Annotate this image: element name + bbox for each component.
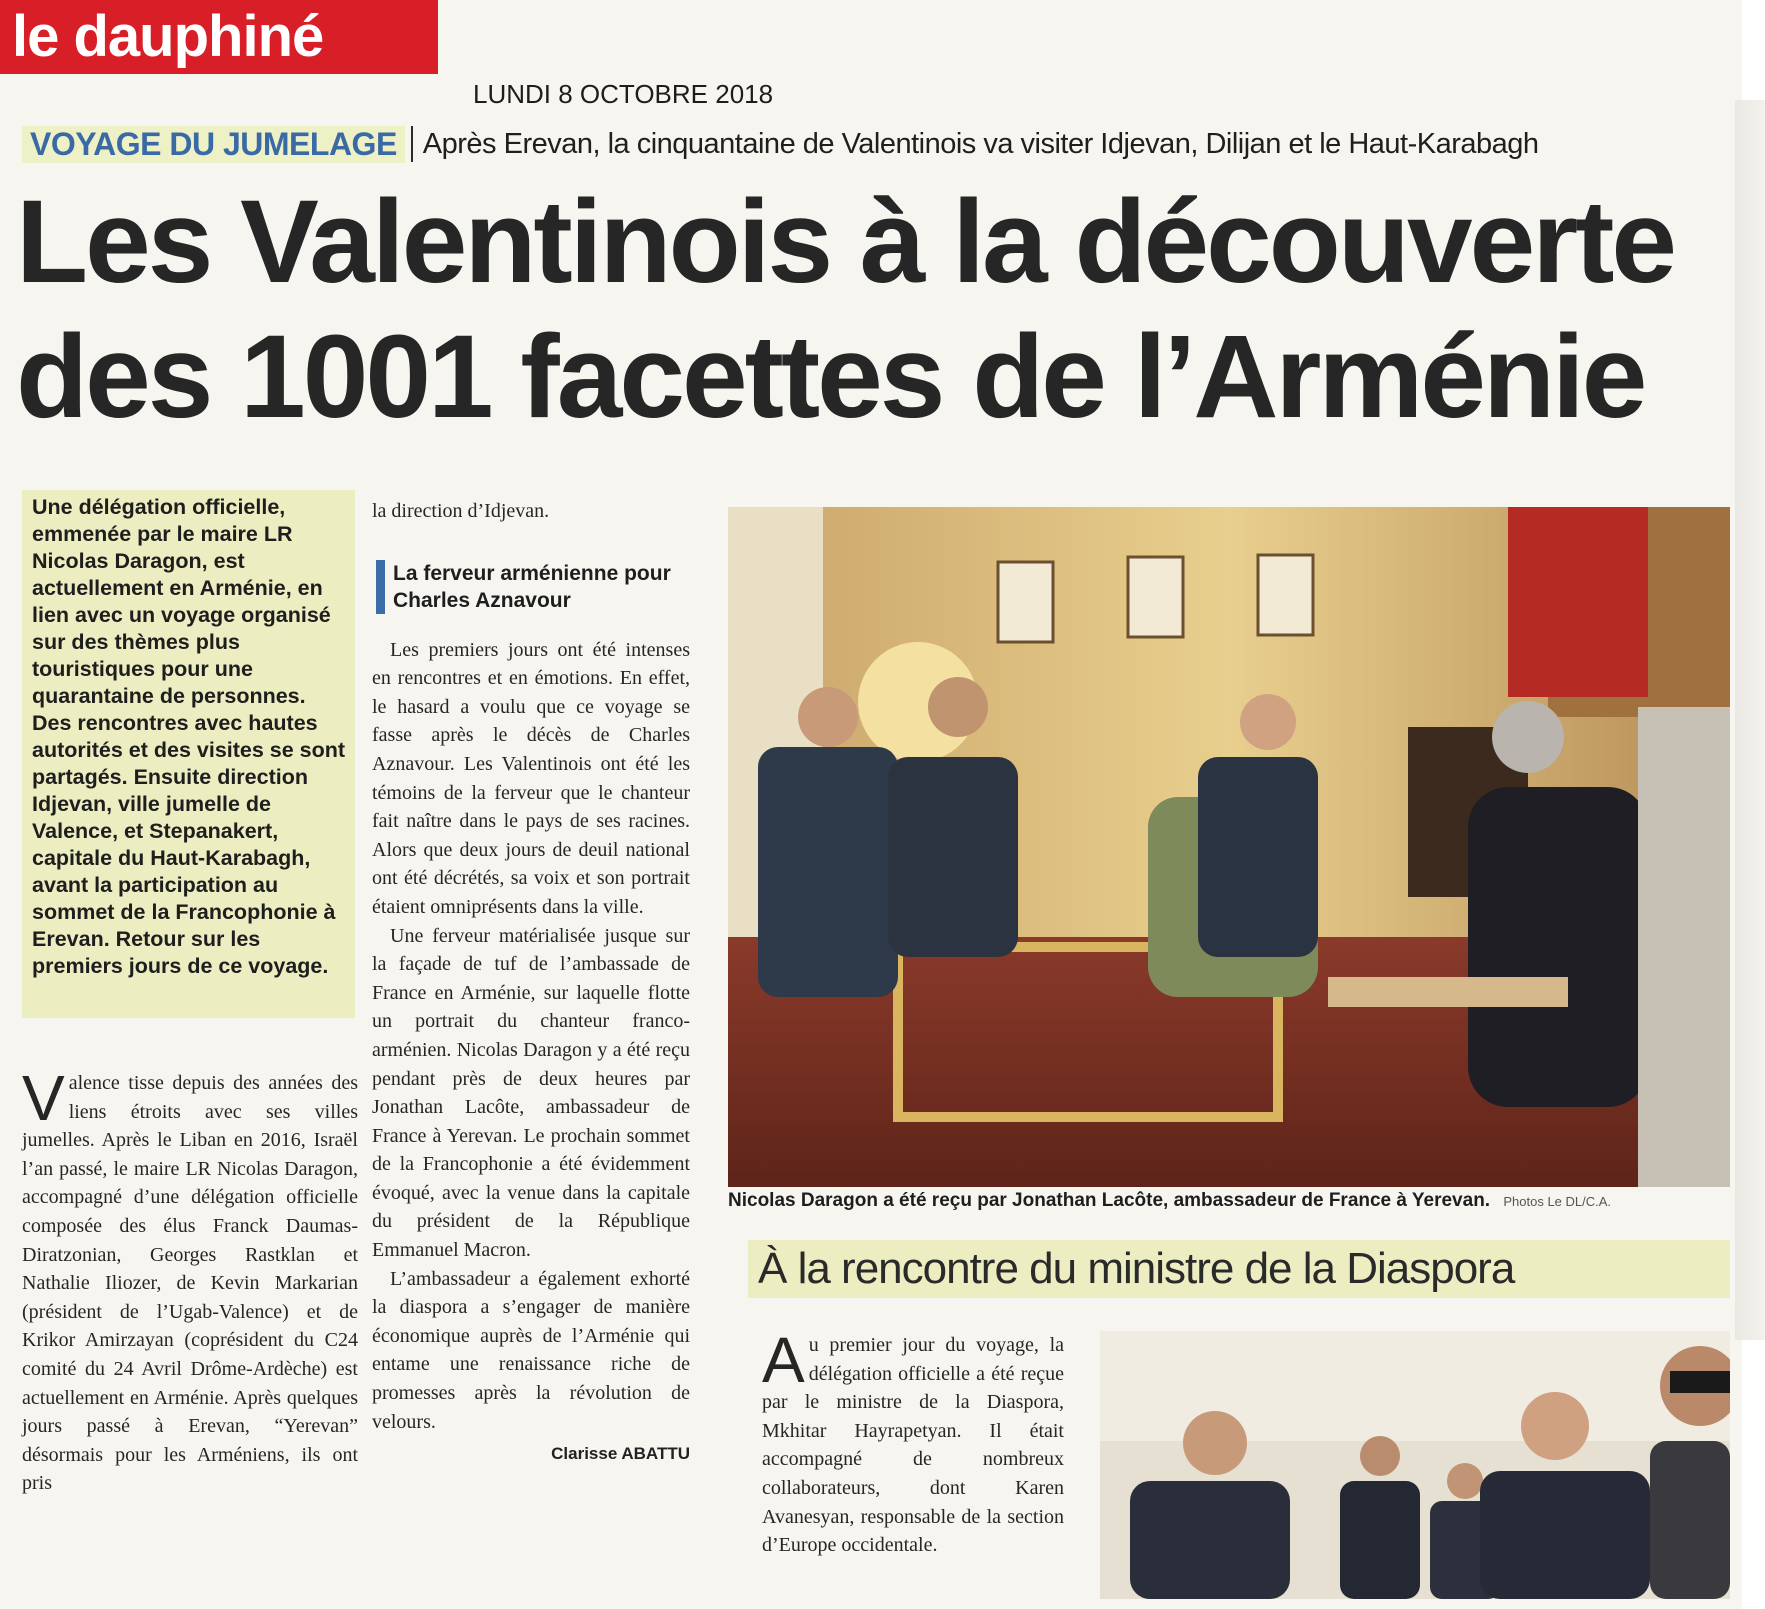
adjacent-article-bleed <box>1735 100 1765 1340</box>
photo-caption <box>728 1190 1730 1212</box>
second-story-title: À la rencontre du ministre de la Diaspora <box>758 1244 1515 1293</box>
photo-credit: Photos Le DL/C.A. <box>1503 1194 1612 1209</box>
column-2-continuation: la direction d’Idjevan. <box>372 500 550 522</box>
article-column-1 <box>22 1062 358 1498</box>
kicker-subtitle: Après Erevan, la cinquantaine de Valentinois va visiter Idjevan, Dilijan et le Haut-Karabagh <box>422 127 1539 160</box>
headline-line-2: des 1001 facettes de l’Arménie <box>16 311 1645 443</box>
headline-line-1: Les Valentinois à la découverte <box>16 176 1675 308</box>
newspaper-logo <box>0 0 438 74</box>
logo-subtitle: libéré <box>405 60 435 74</box>
intertitle: La ferveur arménienne pour Charles Aznavour <box>376 560 690 614</box>
minister-photo-image <box>1100 1331 1730 1599</box>
caption-text: Nicolas Daragon a été reçu par Jonathan Lacôte, ambassadeur de France à Yerevan. <box>728 1190 1491 1211</box>
paragraph-3: L’ambassadeur a également exhorté la diaspora a s’engager de manière économique auprès de l’Arménie qui entame une renaissance riche de promesses après la révolution de velours. <box>372 1267 690 1433</box>
embassy-meeting-photo <box>728 507 1730 1187</box>
paragraph-1: Les premiers jours ont été intenses en rencontres et en émotions. En effet, le hasard a voulu que ce voyage se fasse après le décès de Charles Aznavour. Les Valentinois ont été les témoins de la ferveur que le chanteur fait naître dans le pays de ses racines. Alors que deux jours de deuil national ont été décrétés, sa voix et son portrait étaient omniprésents dans la ville. <box>372 638 690 918</box>
author-signature: Clarisse ABATTU <box>551 1444 690 1464</box>
kicker-row <box>22 124 1539 164</box>
article-column-2 <box>372 497 690 1469</box>
minister-meeting-photo <box>1100 1331 1730 1599</box>
kicker-divider <box>411 126 413 162</box>
lead-paragraph: Une délégation officielle, emmenée par le maire LR Nicolas Daragon, est actuellement en Arménie, en lien avec un voyage organisé sur des thèmes plus touristiques pour une quarantaine de personnes. Des rencontres avec hautes autorités et des visites se sont partagés. Ensuite direction Idjevan, ville jumelle de Valence, et Stepanakert, capitale du Haut-Karabagh, avant la participation au sommet de la Francophonie à Erevan. Retour sur les premiers jours de ce voyage. <box>22 490 355 1018</box>
paragraph-2: Une ferveur matérialisée jusque sur la façade de tuf de l’ambassade de France en Arménie, sur laquelle flotte un portrait du chanteur franco-arménien. Nicolas Daragon y a été reçu pendant près de deux heures par Jonathan Lacôte, ambassadeur de France à Yerevan. Le prochain sommet de la Francophonie a été évidemment évoqué, avec la venue dans la capitale du président de la République Emmanuel Macron. <box>372 924 690 1262</box>
issue-date: LUNDI 8 OCTOBRE 2018 <box>473 79 774 109</box>
second-story-text <box>762 1324 1064 1560</box>
second-story-body: u premier jour du voyage, la délégation officielle a été reçue par le ministre de la Diaspora, Mkhitar Hayrapetyan. Il était accompagné de nombreux collaborateurs, dont Karen Avanesyan, responsable de la section d’Europe occidentale. <box>762 1334 1064 1557</box>
second-story-drop-cap: A <box>762 1324 805 1396</box>
logo-wordmark: le dauphiné <box>12 4 324 69</box>
drop-cap: V <box>22 1062 65 1134</box>
section-kicker: VOYAGE DU JUMELAGE <box>22 126 405 163</box>
column-1-text: alence tisse depuis des années des liens étroits avec ses villes jumelles. Après le Liban en 2016, Israël l’an passé, le maire LR Nicolas Daragon, accompagné d’une délégation officielle composée des élus Franck Daumas-Diratzonian, Georges Rastklan et Nathalie Iliozer, de Kevin Markarian (président de l’Ugab-Valence) et de Krikor Amirzayan (coprésident du C24 comité du 24 Avril Drôme-Ardèche) est actuellement en Arménie. Après quelques jours passé à Erevan, “Yerevan” désormais pour les Arméniens, ils ont pris <box>22 1072 358 1495</box>
embassy-photo-image <box>728 507 1730 1187</box>
